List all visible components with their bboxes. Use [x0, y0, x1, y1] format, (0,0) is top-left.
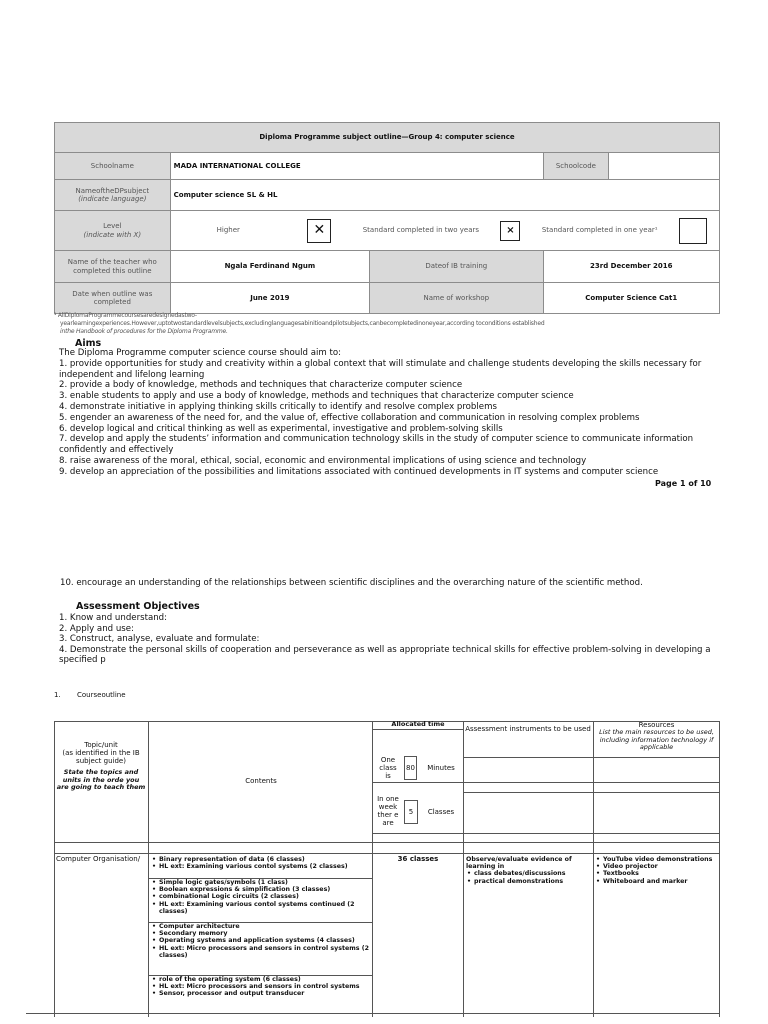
objective-item: 3. Construct, analyse, evaluate and formulate:	[59, 634, 260, 645]
row-divider	[463, 757, 720, 758]
outline-title: Diploma Programme subject outline—Group 4: computer science	[259, 133, 515, 142]
row-divider	[372, 782, 720, 783]
workshop-label: Name of workshop	[370, 283, 543, 313]
footnote-line: yearlearningexperiences.However,uptotwostandardlevelsubjects,excludinglanguagesabinitioandpilotsubjects,canbecompletedinoneyear,according toconditions established	[60, 320, 545, 327]
contents-header: Contents	[245, 777, 277, 786]
assessment-item: • practical demonstrations	[466, 878, 592, 885]
course-outline-table	[54, 721, 720, 1017]
school-name-value: MADA INTERNATIONAL COLLEGE	[171, 153, 544, 179]
aim-item-10: 10. encourage an understanding of the relationships between scientific disciplines and the overarching nature of the scientific method.	[60, 578, 643, 588]
topic-header	[56, 741, 146, 841]
topic-header-label: Topic/unit (as identified in the IB subject guide)	[62, 741, 140, 766]
one-week-label: In one week ther e are	[377, 794, 399, 828]
assessment-intro: Observe/evaluate evidence of learning in	[466, 856, 572, 871]
level-options	[171, 211, 719, 250]
content-item: • Sensor, processor and output transducer	[151, 990, 371, 997]
content-group	[151, 976, 371, 998]
page-number: Page 1 of 10	[655, 479, 712, 488]
content-item: • role of the operating system (6 classes)	[151, 976, 371, 983]
course-outline-heading	[54, 691, 126, 699]
subject-row	[55, 180, 719, 211]
workshop-value: Computer Science Cat1	[585, 293, 678, 302]
footnote	[54, 312, 744, 336]
objective-item: 2. Apply and use:	[59, 623, 134, 634]
level-label: Level	[103, 222, 122, 231]
footnote-line: ¹ AllDiplomaProgrammecoursesaredesignedastwo-	[54, 312, 197, 319]
classes-label: Classes	[427, 807, 455, 816]
course-outline-number: 1.	[54, 691, 61, 699]
subject-label: NameoftheDPsubject	[75, 186, 150, 195]
resource-item: • YouTube video demonstrations	[595, 856, 717, 863]
one-class-label: One class is	[379, 755, 397, 781]
school-code-value	[609, 153, 719, 179]
level-row	[55, 211, 719, 251]
resource-item: • Video projector	[595, 863, 717, 870]
resources-header-hint: List the main resources to be used, including information technology if applicable	[599, 728, 714, 751]
content-item: • Operating systems and application systems (4 classes)	[151, 937, 371, 944]
standard-one-year-label: Standard completed in one year¹	[541, 226, 658, 235]
aim-item: 2. provide a body of knowledge, methods and techniques that characterize computer science	[59, 380, 463, 391]
aims-list	[59, 348, 729, 478]
school-code-label: Schoolcode	[544, 153, 610, 179]
resource-item: • Whiteboard and marker	[595, 878, 717, 885]
content-item: • Computer architecture	[151, 923, 371, 930]
column-divider	[593, 721, 594, 1017]
assessment-cell	[466, 856, 592, 885]
subject-label-cell	[55, 180, 171, 210]
level-hint: (indicate with X)	[83, 230, 142, 239]
school-row	[55, 153, 719, 180]
content-item: • Boolean expressions & simplification (3 classes)	[151, 886, 371, 893]
aims-intro: The Diploma Programme computer science course should aim to:	[59, 348, 342, 358]
school-name-label: Schoolname	[55, 153, 171, 179]
content-group	[151, 923, 371, 959]
aim-item: 9. develop an appreciation of the possibilities and limitations associated with continued developments in IT systems and computer science	[59, 466, 659, 477]
standard-one-year-checkbox[interactable]	[679, 218, 707, 244]
assessment-objectives-list	[59, 613, 729, 666]
row-divider	[54, 853, 720, 854]
one-week-value[interactable]: 5	[404, 800, 418, 824]
subject-hint: (indicate language)	[78, 195, 147, 203]
completed-value: June 2019	[171, 283, 370, 313]
row-divider	[54, 842, 720, 843]
aims-heading: Aims	[75, 338, 102, 349]
column-divider	[463, 721, 464, 1017]
assessment-item: • class debates/discussions	[466, 870, 592, 877]
content-item: • HL ext: Micro processors and sensors in control systems	[151, 983, 371, 990]
content-item: • Simple logic gates/symbols (1 class)	[151, 879, 371, 886]
table-border	[719, 721, 720, 1017]
teacher-row	[55, 251, 719, 283]
content-item: • HL ext: Examining various contol systems continued (2 classes)	[151, 901, 371, 915]
teacher-value: Ngala Ferdinand Ngum	[171, 251, 370, 282]
content-group	[151, 856, 371, 870]
standard-two-years-checkbox[interactable]: ×	[500, 221, 520, 241]
content-item: • HL ext: Examining various contol systems (2 classes)	[151, 863, 371, 870]
aim-item: 4. demonstrate initiative in applying thinking skills critically to identify and resolve complex problems	[59, 401, 497, 412]
column-divider	[372, 721, 373, 1017]
resources-header	[595, 721, 718, 757]
aim-item: 3. enable students to apply and use a body of knowledge, methods and techniques that characterize computer science	[59, 391, 574, 402]
aim-item: 1. provide opportunities for study and creativity within a global context that will stimulate and challenge students developing the skills necessary for independent and lifelong learning	[59, 358, 702, 380]
allocated-time-header: Allocated time	[391, 720, 445, 729]
completed-label: Date when outline was completed	[55, 283, 171, 313]
page-bottom-rule	[26, 1013, 720, 1014]
objective-item: 1. Know and understand:	[59, 613, 168, 623]
aim-item: 5. engender an awareness of the need for, and the value of, effective collaboration and communication in resolving complex problems	[59, 412, 640, 423]
content-item: • HL ext: Micro processors and sensors in control systems (2 classes)	[151, 945, 371, 959]
minutes-label: Minutes	[427, 763, 455, 772]
topic-cell: Computer Organisation/	[56, 855, 141, 863]
content-item: • combinational Logic circuits (2 classes)	[151, 893, 371, 900]
row-divider	[463, 792, 720, 793]
content-item: • Binary representation of data (6 classes)	[151, 856, 371, 863]
completion-row	[55, 283, 719, 313]
resources-header-label: Resources	[638, 721, 675, 729]
resources-cell	[595, 856, 717, 885]
objective-item: 4. Demonstrate the personal skills of cooperation and perseverance as well as appropriate technical skills for effective problem-solving in developing a specified p	[59, 644, 711, 666]
content-item: • Secondary memory	[151, 930, 371, 937]
time-cell: 36 classes	[397, 855, 439, 863]
row-divider	[372, 833, 720, 834]
teacher-label: Name of the teacher who completed this outline	[55, 251, 171, 282]
aim-item: 8. raise awareness of the moral, ethical, social, economic and environmental implications of using science and technology	[59, 455, 587, 466]
table-border	[54, 721, 55, 1017]
topic-header-hint: State the topics and units in the orde you are going to teach them	[56, 768, 146, 792]
content-group	[151, 879, 371, 915]
resource-item: • Textbooks	[595, 870, 717, 877]
row-divider	[372, 729, 463, 730]
standard-two-years-label: Standard completed in two years	[362, 226, 480, 235]
assessment-header: Assessment instruments to be used	[465, 725, 591, 733]
subject-outline-header-table	[54, 122, 720, 314]
one-class-value[interactable]: 80	[404, 756, 417, 780]
higher-checkbox[interactable]: ✕	[307, 219, 331, 243]
aim-item: 7. develop and apply the students’ information and communication technology skills in the study of computer science to communicate information confidently and effectively	[59, 434, 694, 456]
ib-training-value: 23rd December 2016	[590, 262, 673, 271]
assessment-objectives-heading: Assessment Objectives	[76, 601, 200, 612]
header-title-row	[55, 123, 719, 153]
level-label-cell	[55, 211, 171, 250]
course-outline-label: Courseoutline	[77, 691, 126, 699]
higher-label: Higher	[216, 226, 240, 235]
footnote-line: inthe Handbook of procedures for the Diploma Programme.	[60, 328, 228, 335]
subject-value: Computer science SL & HL	[173, 190, 278, 199]
aim-item: 6. develop logical and critical thinking as well as experimental, investigative and problem-solving skills	[59, 423, 503, 434]
column-divider	[148, 721, 149, 1017]
ib-training-label: Dateof IB training	[370, 251, 543, 282]
